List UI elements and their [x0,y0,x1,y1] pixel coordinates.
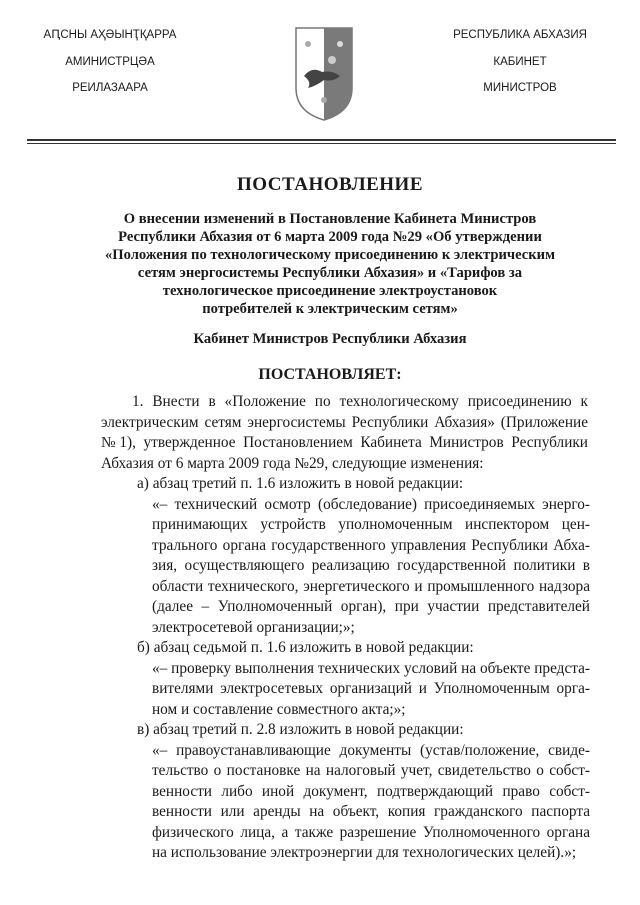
header-right-line-3: МИНИСТРОВ [483,82,557,94]
quote-line: (далее – Уполномоченный орган), при участии представителей [152,598,590,615]
quote-line: зия, осуществляющего реализацию государственной политики в [152,557,590,574]
subtitle-line: сетям энергосистемы Республики Абхазия» и «Тарифов за [137,265,523,281]
quote-line: «– правоустанавливающие документы (устав/положение, свиде- [152,741,590,759]
header-right-line-2: КАБИНЕТ [493,56,547,68]
header-left-line-3: РЕИЛАЗААРА [72,82,148,94]
header-left-line-2: АМИНИСТРЦӘА [65,56,155,68]
issuer: Кабинет Министров Республики Абхазия [193,331,467,347]
header-divider [27,139,616,141]
quote-line: трального органа государственного управления Республики Абха- [152,536,590,554]
quote-a [152,495,590,639]
quote-line: на использование электроэнергии для технологических целей).»; [152,844,577,861]
quote-line: физического лица, а также разрешение Уполномоченного органа [152,823,590,841]
quote-line: «– технический осмотр (обследование) присоединяемых энерго- [152,495,590,513]
quote-line: венности либо иной документ, подтверждающий право собст- [152,782,590,800]
item-b: б) абзац седьмой п. 1.6 изложить в новой редакции: [137,639,474,656]
body-line: 1. Внести в «Положение по технологическому присоединению к [132,393,588,410]
quote-b [152,659,590,721]
subtitle-line: технологическое присоединение электроустановок [162,283,498,299]
quote-line: «– проверку выполнения технических условий на объекте предста- [152,659,590,677]
quote-line: области технического, энергетического и промышленного надзора [152,577,590,595]
quote-line: вителями электросетевых организаций и Уполномоченным орга- [152,680,590,697]
header-left-line-1: АԤСНЫ АҲӘЫНҬҚАРРА [43,29,177,41]
document-subtitle [20,210,640,318]
header-divider-thin [27,143,616,144]
body-line: электрическим сетям энергосистемы Республики Абхазия» (Приложение [101,413,588,431]
quote-v [152,741,590,864]
subtitle-line: О внесении изменений в Постановление Кабинета Министров [123,211,537,227]
coat-of-arms-emblem [294,26,354,122]
quote-line: принимающих устройств уполномоченным инспектором цен- [152,516,590,533]
item-v: в) абзац третий п. 2.8 изложить в новой редакции: [137,721,464,738]
document-title: ПОСТАНОВЛЕНИЕ [236,174,424,195]
quote-line: электросетевой организации;»; [152,618,355,636]
paragraph-1 [101,392,588,474]
resolves-heading: ПОСТАНОВЛЯЕТ: [258,366,402,383]
item-a: а) абзац третий п. 1.6 изложить в новой редакции: [137,475,464,492]
quote-line: ном и составление совместного акта;»; [152,700,406,718]
header-right-line-1: РЕСПУБЛИКА АБХАЗИЯ [453,29,587,41]
subtitle-line: Республики Абхазия от 6 марта 2009 года №29 «Об утверждении [118,229,542,245]
body-line: №1), утвержденное Постановлением Кабинета Министров Республики [101,434,588,451]
quote-line: тельство о постановке на налоговый учет, свидетельство о собст- [152,762,590,779]
quote-line: венности или аренды на объект, копия гражданского паспорта [152,803,590,820]
subtitle-line: потребителей к электрическим сетям» [202,301,458,317]
document-body [0,392,640,864]
subtitle-line: «Положения по технологическому присоединению к электрическим [104,247,556,263]
body-line: Абхазия от 6 марта 2009 года №29, следующие изменения: [101,454,484,472]
